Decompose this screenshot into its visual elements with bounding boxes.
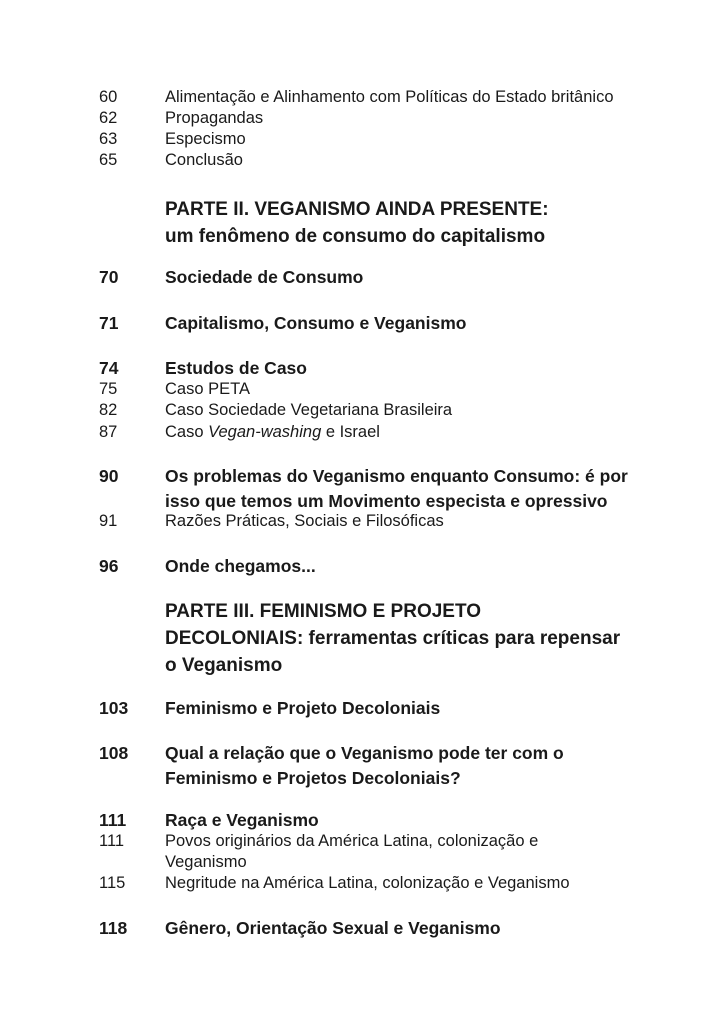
entry-title: Gênero, Orientação Sexual e Veganismo (165, 918, 501, 938)
entry-title: Caso Sociedade Vegetariana Brasileira (165, 401, 453, 419)
entry-title (165, 422, 645, 443)
page-number: 82 (99, 401, 118, 419)
title-line: Povos originários da América Latina, colonização e (165, 832, 539, 850)
page-number: 115 (99, 874, 126, 892)
page-number: 75 (99, 380, 118, 398)
title-text: Caso (165, 423, 209, 441)
entry-title: Alimentação e Alinhamento com Políticas do Estado britânico (165, 88, 614, 106)
part-title-line: PARTE III. FEMINISMO E PROJETO (165, 601, 482, 622)
entry-title: Razões Práticas, Sociais e Filosóficas (165, 512, 444, 530)
title-italic-text: Vegan-washing (208, 423, 322, 441)
page-number: 111 (99, 832, 125, 850)
title-line: Feminismo e Projetos Decoloniais? (165, 768, 461, 788)
entry-title: Onde chegamos... (165, 556, 316, 576)
part-title-line: um fenômeno de consumo do capitalismo (165, 226, 546, 247)
page-number: 87 (99, 423, 118, 441)
entry-title: Estudos de Caso (165, 358, 307, 378)
part-title-line: PARTE II. VEGANISMO AINDA PRESENTE: (165, 199, 549, 220)
title-text: e Israel (321, 423, 380, 441)
entry-title (165, 741, 645, 791)
part-title-line: o Veganismo (165, 655, 283, 676)
page-number: 91 (99, 512, 118, 530)
page-number: 90 (99, 466, 119, 486)
page-number: 60 (99, 88, 118, 106)
page-number: 96 (99, 556, 119, 576)
entry-title: Sociedade de Consumo (165, 267, 364, 287)
entry-title: Feminismo e Projeto Decoloniais (165, 698, 441, 718)
entry-title: Especismo (165, 130, 246, 148)
entry-title: Negritude na América Latina, colonização e Veganismo (165, 874, 570, 892)
part-title (165, 598, 645, 679)
page-number: 111 (99, 810, 127, 830)
entry-title: Raça e Veganismo (165, 810, 319, 830)
title-line: Qual a relação que o Veganismo pode ter com o (165, 743, 564, 763)
page-number: 118 (99, 918, 128, 938)
page-number: 63 (99, 130, 118, 148)
page-number: 62 (99, 109, 118, 127)
entry-title (165, 464, 645, 514)
title-line: isso que temos um Movimento especista e opressivo (165, 491, 608, 511)
part-title (165, 196, 645, 250)
page-number: 70 (99, 267, 119, 287)
entry-title (165, 831, 645, 873)
entry-title: Conclusão (165, 151, 243, 169)
title-line: Veganismo (165, 853, 247, 871)
entry-title: Caso PETA (165, 380, 250, 398)
page-number: 71 (99, 313, 119, 333)
page-number: 103 (99, 698, 129, 718)
part-title-line: DECOLONIAIS: ferramentas críticas para repensar (165, 628, 621, 649)
title-line: Os problemas do Veganismo enquanto Consumo: é por (165, 466, 628, 486)
page-number: 74 (99, 358, 119, 378)
page-number: 108 (99, 743, 129, 763)
entry-title: Capitalismo, Consumo e Veganismo (165, 313, 467, 333)
page-number: 65 (99, 151, 118, 169)
entry-title: Propagandas (165, 109, 264, 127)
